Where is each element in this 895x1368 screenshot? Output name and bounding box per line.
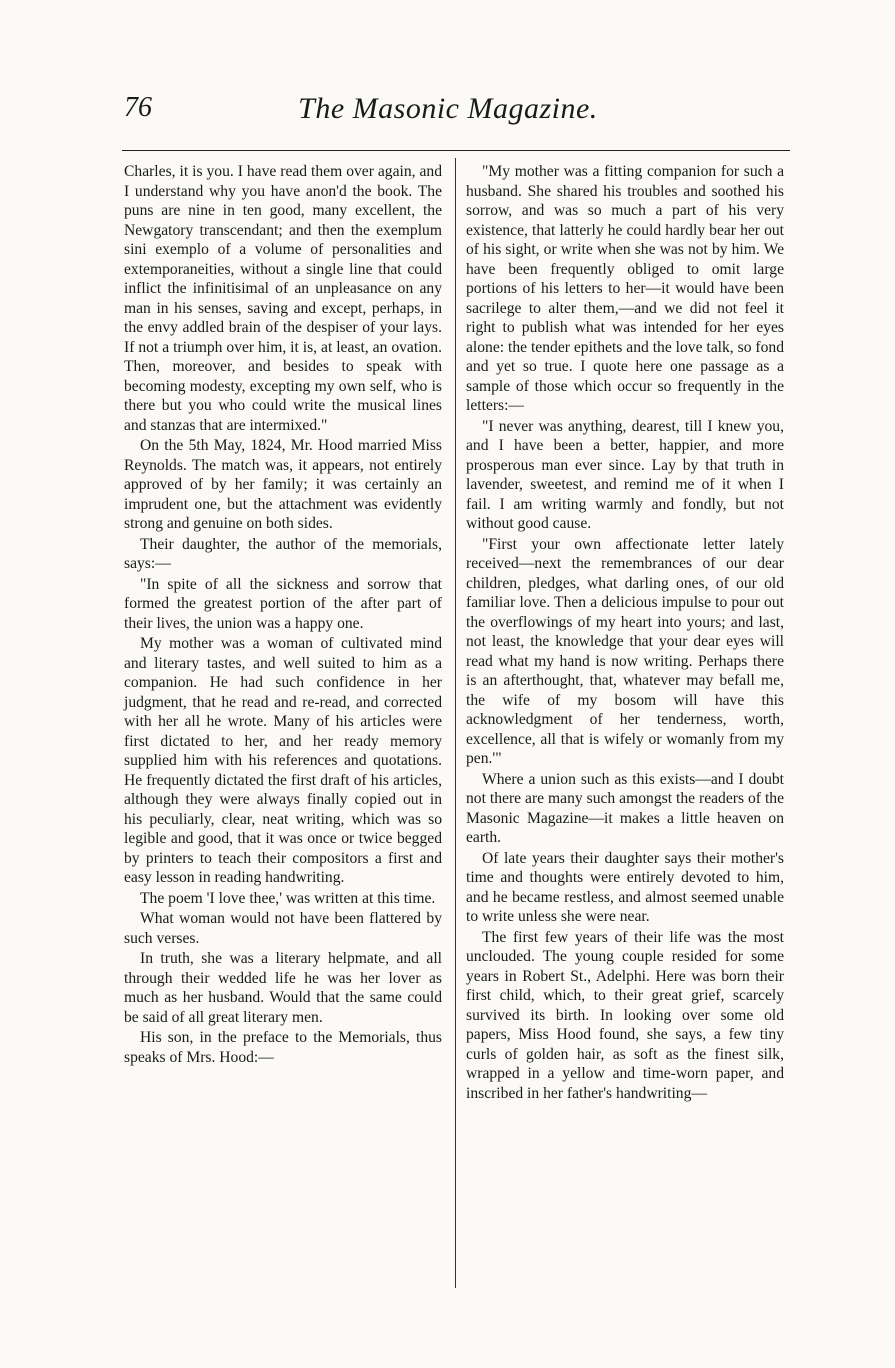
paragraph: Charles, it is you. I have read them over again, and I understand why you have anon'd the book. The puns are nine in ten good, many excellent, the Newgatory transcendant; and then the exemplum sini exemplo of a volume of personalities and extemporaneities, without a single line that could inflict the infinitisimal of an unpleasance on any man in his senses, saving and except, perhaps, in the envy addled brain of the despiser of your lays. If not a triumph over him, it is, at least, an ovation. Then, moreover, and besides to speak with becoming modesty, excepting my own self, who is there but you who could write the musical lines and stanzas that are intermixed." (124, 163, 442, 434)
paragraph: Of late years their daughter says their mother's time and thoughts were entirely devoted to him, and he became restless, and almost seemed unable to write unless she were near. (466, 849, 784, 925)
paragraph: "My mother was a fitting companion for such a husband. She shared his troubles and soothed his sorrow, and was so much a part of his very existence, that latterly he could hardly bear her out of his sight, or write when she was not by him. We have been frequently obliged to omit large portions of his letters to her—it would have been sacrilege to alter them,—and we did not feel it right to publish what was intended for her eyes alone: the tender epithets and the love talk, so fond and yet so true. I quote here one passage as a sample of those which occur so frequently in the letters:— (466, 163, 784, 414)
paragraph: Where a union such as this exists—and I doubt not there are many such amongst the readers of the Masonic Magazine—it makes a little heaven on earth. (466, 770, 784, 846)
running-title: The Masonic Magazine. (298, 92, 598, 125)
paragraph: On the 5th May, 1824, Mr. Hood married Miss Reynolds. The match was, it appears, not entirely approved of by her family; it was certainly an imprudent one, but the attachment was evidently strong and genuine on both sides. (124, 437, 442, 532)
paragraph: "I never was anything, dearest, till I knew you, and I have been a better, happier, and more prosperous man ever since. Lay by that truth in lavender, sweetest, and remind me of it when I fail. I am writing warmly and fondly, but not without good cause. (466, 417, 784, 532)
paragraph: Their daughter, the author of the memorials, says:— (124, 535, 442, 572)
paragraph: The first few years of their life was the most unclouded. The young couple resided for some years in Robert St., Adelphi. Here was born their first child, which, to their great grief, scarcely survived its birth. In looking over some old papers, Miss Hood found, she says, a few tiny curls of golden hair, as soft as the finest silk, wrapped in a yellow and time-worn paper, and inscribed in her father's handwriting— (466, 928, 784, 1102)
column-divider (455, 158, 456, 1288)
paragraph: What woman would not have been flattered by such verses. (124, 910, 442, 947)
header-rule (122, 150, 790, 151)
paragraph: "First your own affectionate letter lately received—next the remembrances of our dear children, pledges, what darling ones, of our old familiar love. Then a delicious impulse to pour out the overflowings of my heart into yours; and last, not least, the knowledge that your dear eyes will read what my hand is now writing. Perhaps there is an afterthought, that, whatever may befall me, the wife of my bosom will have this acknowledgment of her tenderness, worth, excellence, all that is wifely or womanly from my pen.'" (466, 535, 784, 767)
paragraph: My mother was a woman of cultivated mind and literary tastes, and well suited to him as a companion. He had such confidence in her judgment, that he read and re-read, and corrected with her all he wrote. Many of his articles were first dictated to her, and her ready memory supplied him with his references and quotations. He frequently dictated the first draft of his articles, although they were always finally copied out in his peculiarly, clear, neat writing, which was so legible and good, that it was once or twice begged by printers to teach their compositors a first and easy lesson in reading handwriting. (124, 635, 442, 886)
right-column (466, 162, 784, 1104)
paragraph: His son, in the preface to the Memorials, thus speaks of Mrs. Hood:— (124, 1029, 442, 1066)
page-number: 76 (124, 92, 152, 123)
paragraph: The poem 'I love thee,' was written at this time. (140, 889, 436, 907)
page-header (0, 0, 895, 150)
paragraph: "In spite of all the sickness and sorrow that formed the greatest portion of the after part of their lives, the union was a happy one. (124, 575, 442, 632)
left-column (124, 162, 442, 1068)
paragraph: In truth, she was a literary helpmate, and all through their wedded life he was her lover as much as her husband. Would that the same could be said of all great literary men. (124, 950, 442, 1026)
